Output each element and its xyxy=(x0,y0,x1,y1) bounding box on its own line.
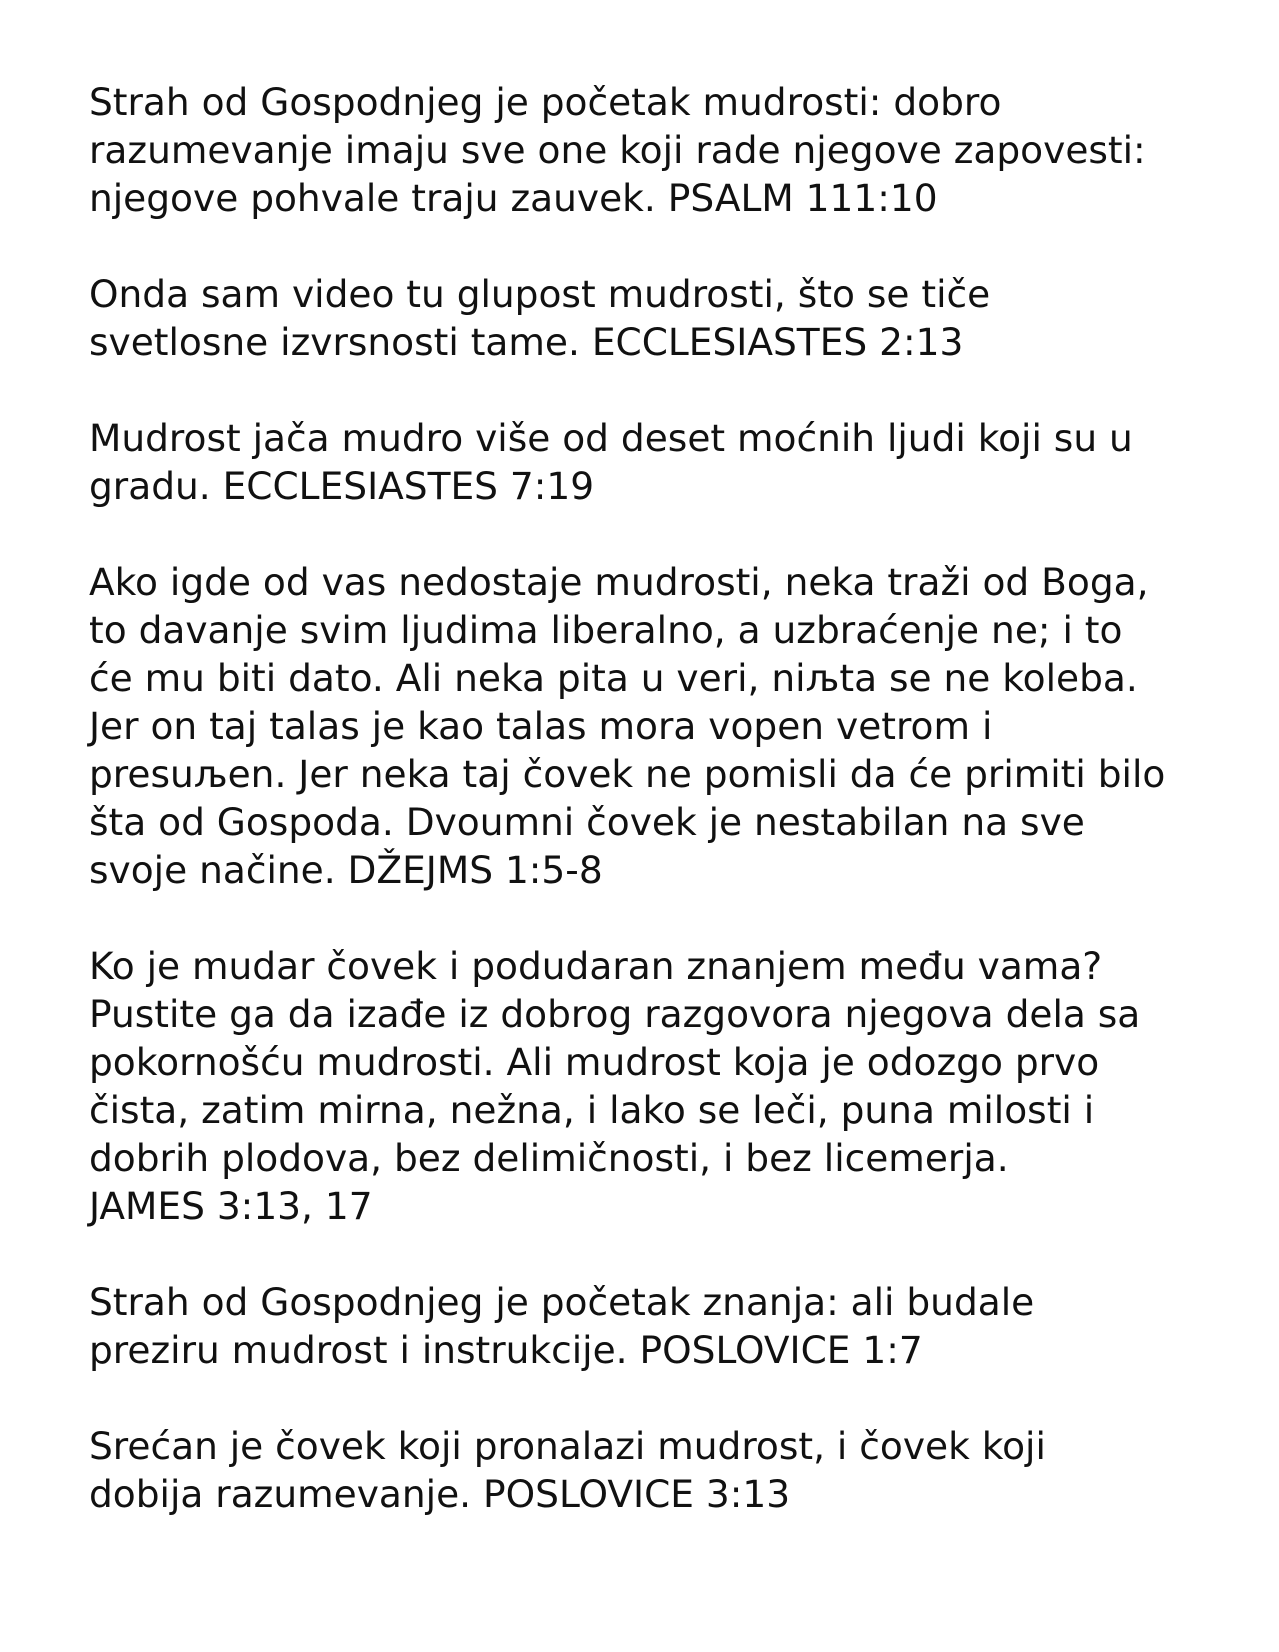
text-line: dobija razumevanje. POSLOVICE 3:13 xyxy=(89,1472,791,1516)
text-line: Mudrost jača mudro više od deset moćnih ljudi koji su u xyxy=(89,416,1133,460)
verse-paragraph-5 xyxy=(89,942,1219,1230)
text-line: presuљen. Jer neka taj čovek ne pomisli da će primiti bilo xyxy=(89,752,1166,796)
text-line: razumevanje imaju sve one koji rade njegove zapovesti: xyxy=(89,128,1146,172)
verse-paragraph-1 xyxy=(89,78,1219,222)
text-line: Onda sam video tu glupost mudrosti, što se tiče xyxy=(89,272,991,316)
text-line: preziru mudrost i instrukcije. POSLOVICE 1:7 xyxy=(89,1328,923,1372)
text-line: JAMES 3:13, 17 xyxy=(89,1184,373,1228)
verse-paragraph-4 xyxy=(89,558,1219,894)
text-line: to davanje svim ljudima liberalno, a uzbraćenje ne; i to xyxy=(89,608,1123,652)
text-line: dobrih plodova, bez delimičnosti, i bez licemerja. xyxy=(89,1136,1009,1180)
text-line: svoje načine. DŽEJMS 1:5-8 xyxy=(89,848,603,892)
text-line: svetlosne izvrsnosti tame. ECCLESIASTES 2:13 xyxy=(89,320,964,364)
text-line: Jer on taj talas je kao talas mora vopen vetrom i xyxy=(89,704,993,748)
text-line: gradu. ECCLESIASTES 7:19 xyxy=(89,464,595,508)
text-line: njegove pohvale traju zauvek. PSALM 111:10 xyxy=(89,176,938,220)
text-line: Ko je mudar čovek i podudaran znanjem među vama? xyxy=(89,944,1103,988)
text-line: šta od Gospoda. Dvoumni čovek je nestabilan na sve xyxy=(89,800,1085,844)
text-line: Srećan je čovek koji pronalazi mudrost, i čovek koji xyxy=(89,1424,1046,1468)
text-line: Strah od Gospodnjeg je početak mudrosti: dobro xyxy=(89,80,1002,124)
text-line: čista, zatim mirna, nežna, i lako se leči, puna milosti i xyxy=(89,1088,1095,1132)
text-line: Ako igde od vas nedostaje mudrosti, neka traži od Boga, xyxy=(89,560,1149,604)
verse-paragraph-6 xyxy=(89,1278,1219,1374)
text-line: pokornošću mudrosti. Ali mudrost koja je odozgo prvo xyxy=(89,1040,1100,1084)
document-page xyxy=(89,78,1219,1566)
verse-paragraph-7 xyxy=(89,1422,1219,1518)
verse-paragraph-3 xyxy=(89,414,1219,510)
verse-paragraph-2 xyxy=(89,270,1219,366)
text-line: Pustite ga da izađe iz dobrog razgovora njegova dela sa xyxy=(89,992,1141,1036)
text-line: će mu biti dato. Ali neka pita u veri, niљta se ne koleba. xyxy=(89,656,1138,700)
text-line: Strah od Gospodnjeg je početak znanja: ali budale xyxy=(89,1280,1035,1324)
